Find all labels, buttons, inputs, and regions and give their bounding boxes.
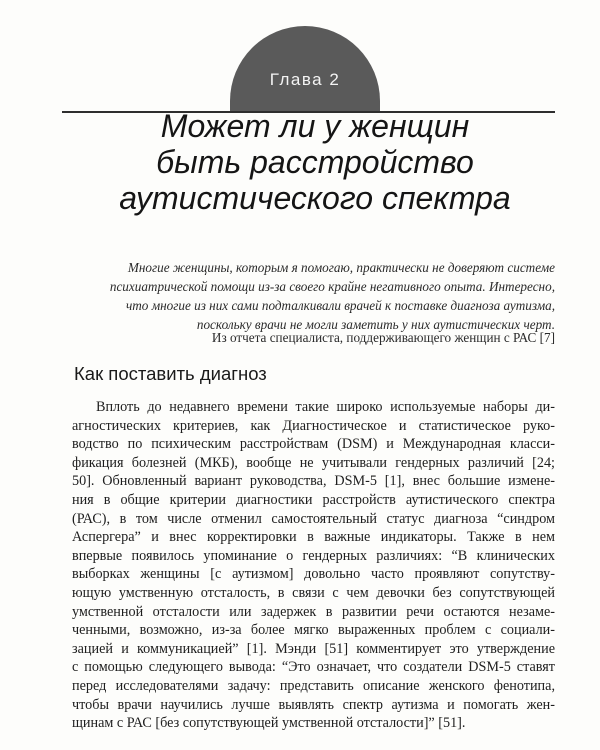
- paragraph-line: умственной отсталости или задержек в развитии речи остаются незаме-: [72, 603, 555, 620]
- chapter-title: [70, 108, 560, 216]
- epigraph-line: что многие из них сами подталкивали врачей к поставке диагноза аутизма,: [125, 298, 555, 313]
- paragraph-line: водство по психическим расстройствам (DSM) и Международная класси-: [72, 436, 555, 453]
- paragraph-line: впервые появилось упоминание о гендерных различиях: “В клинических: [72, 547, 555, 564]
- epigraph: [62, 258, 555, 334]
- paragraph-line: выборках женщины [с аутизмом] довольно часто проявляют сопутству-: [72, 566, 555, 583]
- chapter-title-line: Может ли у женщин: [160, 108, 470, 144]
- epigraph-line: поскольку врачи не могли заметить у них аутистических черт.: [196, 317, 555, 332]
- paragraph-line: агностических критериев, как Диагностическое и статистическое руко-: [72, 417, 555, 434]
- paragraph-line: с помощью следующего вывода: “Это означает, что создатели DSM-5 ставят: [72, 659, 555, 676]
- paragraph-line: Вплоть до недавнего времени такие широко используемые наборы ди-: [96, 399, 555, 415]
- paragraph-line: чтобы врачи научились лучше выявлять спектр аутизма и помогать жен-: [72, 696, 555, 713]
- paragraph-line: ния в общие критерии диагностики расстройств аутистического спектра: [72, 491, 555, 508]
- chapter-title-line: быть расстройство: [156, 144, 474, 180]
- epigraph-line: психиатрической помощи из-за своего крайне негативного опыта. Интересно,: [109, 279, 555, 294]
- chapter-title-line: аутистического спектра: [119, 180, 511, 216]
- paragraph-line: перед исследователями задачу: представить описание женского фенотипа,: [72, 677, 555, 694]
- paragraph-line: щинам с РАС [без сопутствующей умственной отсталости]” [51].: [72, 715, 466, 732]
- paragraph-line: ченными, возможно, из-за более мягко выраженных проблем с социали-: [72, 622, 555, 639]
- paragraph-line: зацией и коммуникацией” [1]. Мэнди [51] комментирует это утверждение: [72, 640, 555, 657]
- chapter-label: Глава 2: [269, 70, 341, 89]
- epigraph-line: Многие женщины, которым я помогаю, практически не доверяют системе: [127, 260, 555, 275]
- paragraph-line: (РАС), в том числе отменил самостоятельный статус диагноза “синдром: [72, 510, 555, 527]
- paragraph-line: ющую умственную отсталость, в связи с чем девочки без сопутствующей: [72, 584, 555, 601]
- epigraph-attribution: Из отчета специалиста, поддерживающего женщин с РАС [7]: [211, 330, 555, 345]
- chapter-tab: [230, 26, 380, 112]
- paragraph-line: 50]. Обновленный вариант руководства, DSM-5 [1], внес большие измене-: [72, 473, 555, 490]
- body-paragraph: [72, 398, 555, 733]
- section-heading: Как поставить диагноз: [74, 363, 267, 384]
- paragraph-line: Аспергера” и внес корректировки в важные индикаторы. Также в нем: [72, 529, 555, 546]
- paragraph-line: фикация болезней (МКБ), вообще не учитывали гендерных различий [24;: [72, 454, 555, 471]
